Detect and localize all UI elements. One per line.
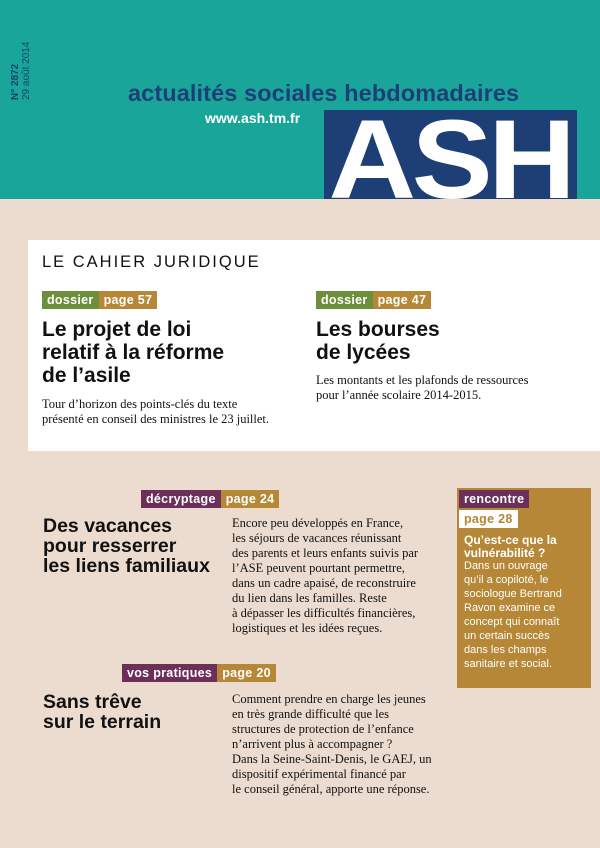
title-line: Qu’est-ce que la <box>464 533 557 547</box>
dossier-tag-bourses[interactable] <box>316 291 431 309</box>
text-line: les séjours de vacances réunissant <box>232 531 402 545</box>
text-line: Tour d’horizon des points-clés du texte <box>42 397 238 411</box>
text-line: en très grande difficulté que les <box>232 707 390 721</box>
text-line: sanitaire et social. <box>464 658 553 670</box>
article-title-bourses[interactable] <box>316 318 576 364</box>
text-line: dans les champs <box>464 644 547 656</box>
issue-date: 29 août 2014 <box>21 41 32 100</box>
text-line: Dans un ouvrage <box>464 560 548 572</box>
text-line: dans un cadre apaisé, de reconstruire <box>232 576 416 590</box>
tag-page: page 57 <box>99 291 158 309</box>
website-link[interactable]: www.ash.tm.fr <box>205 110 301 126</box>
tag-label: dossier <box>316 291 373 309</box>
article-summary-vacances <box>232 516 447 636</box>
rencontre-tag <box>459 490 529 528</box>
text-line: Encore peu développés en France, <box>232 516 404 530</box>
text-line: à dépasser les difficultés financières, <box>232 606 416 620</box>
issue-info <box>10 20 32 100</box>
text-line: Dans la Seine-Saint-Denis, le GAEJ, un <box>232 752 432 766</box>
title-line: Le projet de loi <box>42 318 192 341</box>
pratiques-tag[interactable] <box>122 664 276 682</box>
section-heading: LE CAHIER JURIDIQUE <box>42 253 261 271</box>
masthead <box>0 0 600 199</box>
title-line: vulnérabilité ? <box>464 546 546 560</box>
cahier-juridique-panel <box>28 240 600 451</box>
text-line: l’ASE peuvent pourtant permettre, <box>232 561 405 575</box>
article-summary-bourses <box>316 373 586 403</box>
ash-logo-text: ASH <box>328 110 572 199</box>
title-line: Sans trêve <box>43 691 142 713</box>
article-title-asile[interactable] <box>42 318 312 387</box>
text-line: sociologue Bertrand <box>464 588 562 600</box>
text-line: un certain succès <box>464 630 550 642</box>
title-line: Des vacances <box>43 515 173 537</box>
tag-label: rencontre <box>459 490 529 508</box>
text-line: concept qui connaît <box>464 616 560 628</box>
text-line: logistiques et les idées reçues. <box>232 621 383 635</box>
title-line: de l’asile <box>42 364 131 387</box>
title-line: Les bourses <box>316 318 440 341</box>
tag-label: décryptage <box>141 490 221 508</box>
text-line: Ravon examine ce <box>464 602 556 614</box>
text-line: qu’il a copiloté, le <box>464 574 549 586</box>
rencontre-sidebar[interactable] <box>457 488 591 688</box>
article-summary-asile <box>42 397 322 427</box>
tag-page: page 47 <box>373 291 432 309</box>
tag-page: page 20 <box>217 664 276 682</box>
text-line: des parents et leurs enfants suivis par <box>232 546 419 560</box>
rencontre-summary <box>464 559 589 671</box>
decryptage-tag[interactable] <box>141 490 279 508</box>
title-line: de lycées <box>316 341 411 364</box>
title-line: sur le terrain <box>43 711 162 733</box>
title-line: pour resserrer <box>43 535 177 557</box>
article-summary-terrain <box>232 692 447 797</box>
tag-label: vos pratiques <box>122 664 217 682</box>
article-title-terrain[interactable] <box>43 692 223 732</box>
tag-page: page 28 <box>459 510 518 528</box>
issue-number: N° 2872 <box>10 63 21 100</box>
text-line: structures de protection de l’enfance <box>232 722 414 736</box>
title-line: les liens familiaux <box>43 555 210 577</box>
rencontre-title <box>464 534 586 560</box>
ash-logo <box>324 110 577 199</box>
text-line: Comment prendre en charge les jeunes <box>232 692 426 706</box>
publication-title: actualités sociales hebdomadaires <box>128 80 520 106</box>
text-line: du lien dans les familles. Reste <box>232 591 387 605</box>
text-line: présenté en conseil des ministres le 23 juillet. <box>42 412 270 426</box>
article-title-vacances[interactable] <box>43 516 233 576</box>
dossier-tag-asile[interactable] <box>42 291 157 309</box>
text-line: dispositif expérimental financé par <box>232 767 406 781</box>
tag-label: dossier <box>42 291 99 309</box>
text-line: le conseil général, apporte une réponse. <box>232 782 430 796</box>
tag-page: page 24 <box>221 490 280 508</box>
text-line: n’arrivent plus à accompagner ? <box>232 737 393 751</box>
title-line: relatif à la réforme <box>42 341 225 364</box>
text-line: Les montants et les plafonds de ressources <box>316 373 529 387</box>
text-line: pour l’année scolaire 2014-2015. <box>316 388 482 402</box>
